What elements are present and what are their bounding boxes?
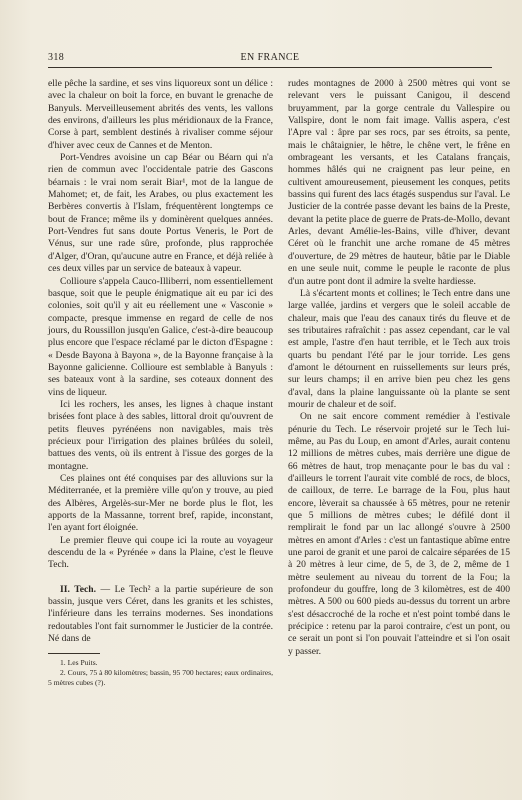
running-title: EN FRANCE xyxy=(240,52,300,63)
footnote: 2. Cours, 75 à 80 kilomètres; bassin, 95 700 hectares; eaux ordinaires, 5 mètres cubes (?). xyxy=(48,668,273,687)
page-number: 318 xyxy=(48,52,65,63)
section-heading: II. Tech. xyxy=(60,583,96,595)
footnote-rule xyxy=(48,653,100,654)
paragraph: elle pêche la sardine, et ses vins liquoreux sont un délice : avec la chaleur on boit la force, en buvant le grenache de Banyuls. Merveilleusement abrités des vents, les vallons des environs, d'ailleurs les plus méridionaux de la France, Corse à part, semblent destinés à rivaliser comme séjour d'hiver avec ceux de Cannes et de Menton. xyxy=(48,78,273,151)
page-header xyxy=(48,52,492,66)
paragraph: Le premier fleuve qui coupe ici la route au voyageur descendu de la « Pyrénée » dans la Plaine, c'est le fleuve Tech. xyxy=(48,534,273,571)
right-column xyxy=(288,78,510,658)
paragraph: Collioure s'appela Cauco-Illiberri, nom essentiellement basque, soit que le peuple énigmatique ait eu par ici des colonies, soit qu'il y ait eu réellement une « Vasconie » compacte, presque immense en regard de celle de nos jours, du Roussillon jusqu'en Galice, c'est-à-dire beaucoup plus encore que l'espace réclamé par le dicton d'Espagne : « Desde Bayona à Bayona », de la Bayonne française à la Bayonne galicienne. Collioure est semblable à Banyuls : ses bateaux vont à la sardine, ses coteaux donnent des vins de liqueur. xyxy=(48,275,273,398)
section-paragraph-tech xyxy=(48,584,273,646)
section-text: — Le Tech² a la partie supérieure de son bassin, jusque vers Céret, dans les granits et les schistes, l'inférieure dans les terrains modernes. Ses inondations redoutables l'ont fait surnommer le Justicier de la contrée. Né dans de xyxy=(48,583,273,645)
footnote: 1. Les Puits. xyxy=(60,658,98,668)
paragraph: Là s'écartent monts et collines; le Tech entre dans une large vallée, jardins et vergers que le soleil accable de chaleur, mais que l'eau des canaux tirés du fleuve et de ses tributaires rafraîchit : pas assez cependant, car le val est ample, l'astre d'en haut terrible, et le Tech aux trois quarts bu pendant l'été par le jour torride. Les gens d'amont le détournent en ruissellements sur leurs prés, sur leurs champs; il en arrive bien peu chez les gens d'aval, dans la plaine languissante où la plante se sent mourir de chaleur et de soif. xyxy=(288,287,510,410)
paragraph: Port-Vendres avoisine un cap Béar ou Béarn qui n'a rien de commun avec l'occidentale patrie des Gascons béarnais : le vrai nom serait Biar¹, mot de la langue de Mahomet; et, de fait, les Arabes, ou plus exactement les Berbères convertis à l'Islam, fréquentèrent longtemps ce bout de France; même ils y dominèrent quelques années. Port-Vendres fut sans doute Portus Veneris, le Port de Vénus, sur une rade sûre, profonde, plus rapprochée d'Alger, d'Oran, qu'aucune autre en France, et déjà reliée à ces deux villes par un service de bateaux à vapeur. xyxy=(48,152,273,275)
paragraph: rudes montagnes de 2000 à 2500 mètres qui vont se relevant vers le puissant Canigou, il descend bruyamment, par la gorge centrale du Vallespire ou Vallspire, dont le nom fait image. Vallis aspera, c'est l'Apre val : âpre par ses rocs, par ses étroits, sa pente, mais le châtaignier, le hêtre, le chêne vert, le frêne en ombrageant les versants, et les Catalans français, hommes hâlés qui ne craignent pas leur peine, en cultivent amoureusement, pieusement les conques, petits bassins qui furent des lacs étagés suspendus sur l'aval. Le Justicier de la contrée passe devant les bains de la Preste, devant la petite place de guerre de Prats-de-Mollo, devant Arles, devant Amélie-les-Bains, ville d'hiver, devant Céret où le franchit une arche romane de 45 mètres d'ouverture, de 29 mètres de hauteur, bâtie par le Diable en une seule nuit, comme le peuple le raconte de plus d'un autre pont dont il admire la svelte hardiesse. xyxy=(288,78,510,287)
paragraph: Ces plaines ont été conquises par des alluvions sur la Méditerranée, et la première ville qu'on y trouve, au pied des Albères, Argelès-sur-Mer ne borde plus le flot, les apports de la Massanne, torrent bref, rapide, inconstant, l'en ayant fort éloignée. xyxy=(48,473,273,534)
paragraph: On ne sait encore comment remédier à l'estivale pénurie du Tech. Le réservoir projeté sur le Tech lui-même, au Pas du Loup, en amont d'Arles, aurait contenu 12 millions de mètres cubes, mais derrière une digue de 66 mètres de haut, trop menaçante pour le bas du val : d'ailleurs le torrent l'aurait vite comblé de rocs, de blocs, de cailloux, de terre. Le barrage de la Fou, plus haut encore, lèverait sa chaussée à 65 mètres, pour ne retenir que 5 millions de mètres cubes; le défilé dont il remplirait le fond par un lac allongé s'ouvre à 2500 mètres en amont d'Arles : c'est un fantastique abîme entre une paroi de granit et une paroi de calcaire séparées de 15 à 20 mètres à leur cime, de 5, de 3, de 2, même de 1 mètre seulement au niveau du torrent de la Fou; la profondeur du gouffre, long de 3 kilomètres, est de 400 mètres. A 500 ou 600 pieds au-dessus du torrent un arbre s'est désaccroché de la roche et n'est point tombé dans le précipice : retenu par la paroi contraire, c'est un pont, ou ce serait un pont si l'on pouvait l'atteindre et si l'on osait y passer. xyxy=(288,411,510,657)
paragraph: Ici les rochers, les anses, les lignes à chaque instant brisées font place à des sables, littoral droit qu'ouvrent de petits fleuves pyrénéens non navigables, mais très précieux pour l'irrigation des plaines brûlées du soleil, battues des vents, où ils entrent à l'issue des gorges de la montagne. xyxy=(48,398,273,472)
left-column xyxy=(48,78,273,687)
header-rule xyxy=(48,67,492,68)
